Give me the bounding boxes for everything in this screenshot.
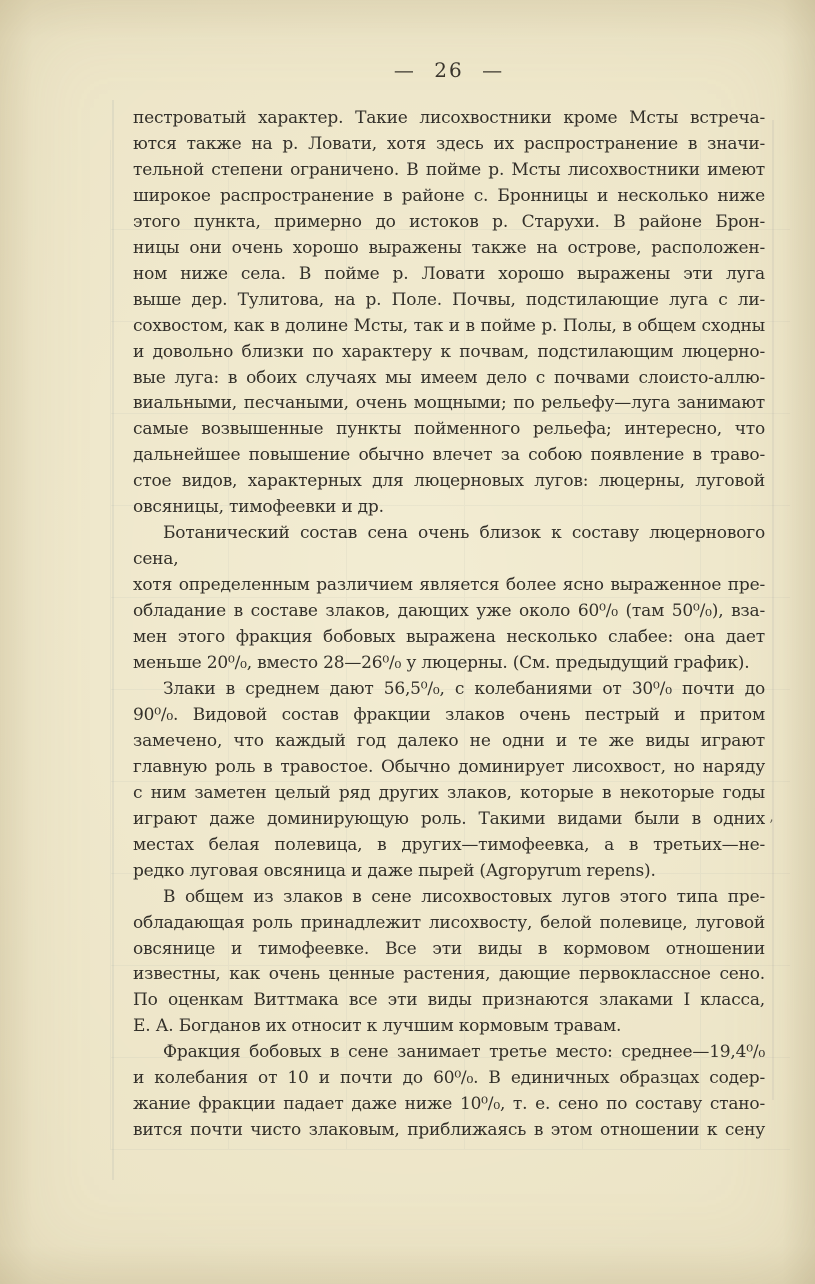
paragraph xyxy=(133,106,765,521)
text-line: обладающая роль принадлежит лисохвосту, белой полевице, луговой xyxy=(133,912,765,933)
text-line: известны, как очень ценные растения, дающие первоклассное сено. xyxy=(133,964,765,985)
text-line: дальнейшее повышение обычно влечет за собою появление в траво- xyxy=(133,445,765,466)
text-line: меньше 20⁰/₀, вместо 28—26⁰/₀ у люцерны. (См. предыдущий график). xyxy=(133,653,750,674)
text-line: 90⁰/₀. Видовой состав фракции злаков очень пестрый и притом xyxy=(133,704,765,725)
text-line: ются также на р. Ловати, хотя здесь их распространение в значи- xyxy=(133,133,765,154)
text-line: местах белая полевица, в других—тимофеевка, а в третьих—не- xyxy=(133,834,765,855)
text-line: По оценкам Виттмака все эти виды признаются злаками I класса, xyxy=(133,990,765,1011)
text-line: мен этого фракция бобовых выражена несколько слабее: она дает xyxy=(133,627,765,648)
text-line: В общем из злаков в сене лисохвостовых лугов этого типа пре- xyxy=(163,886,765,907)
text-line: выше дер. Тулитова, на р. Поле. Почвы, подстилающие луга с ли- xyxy=(133,289,765,310)
paragraph xyxy=(133,677,765,885)
paragraph xyxy=(133,521,765,677)
text-line: овсяницы, тимофеевки и др. xyxy=(133,497,384,518)
text-line: ницы они очень хорошо выражены также на острове, расположен- xyxy=(133,237,765,258)
text-line: широкое распространение в районе с. Бронницы и несколько ниже xyxy=(133,185,765,206)
showthrough-rule-right xyxy=(772,120,774,1100)
text-line: тельной степени ограничено. В пойме р. Мсты лисохвостники имеют xyxy=(133,159,765,180)
text-line: Фракция бобовых в сене занимает третье место: среднее—19,4⁰/₀ xyxy=(163,1042,765,1063)
text-line: жание фракции падает даже ниже 10⁰/₀, т. е. сено по составу стано- xyxy=(133,1094,765,1115)
text-line: самые возвышенные пункты пойменного рельефа; интересно, что xyxy=(133,419,765,440)
text-line: хотя определенным различием является более ясно выраженное пре- xyxy=(133,575,765,596)
text-line: пестроватый характер. Такие лисохвостники кроме Мсты встреча- xyxy=(133,108,765,128)
text-line: замечено, что каждый год далеко не одни и те же виды играют xyxy=(133,730,765,751)
text-line: с ним заметен целый ряд других злаков, которые в некоторые годы xyxy=(133,782,765,803)
text-line: вится почти чисто злаковым, приближаясь в этом отношении к сену xyxy=(133,1120,765,1141)
text-line: стое видов, характерных для люцерновых лугов: люцерны, луговой xyxy=(133,471,765,492)
text-line: Е. А. Богданов их относит к лучшим кормовым травам. xyxy=(133,1016,622,1037)
text-line: главную роль в травостое. Обычно доминирует лисохвост, но наряду xyxy=(133,756,765,777)
text-line: редко луговая овсяница и даже пырей (Agropyrum repens). xyxy=(133,860,656,881)
stray-ink-mark: ’ xyxy=(769,818,774,834)
text-line: этого пункта, примерно до истоков р. Старухи. В районе Брон- xyxy=(133,211,765,232)
text-line: обладание в составе злаков, дающих уже около 60⁰/₀ (там 50⁰/₀), вза- xyxy=(133,601,765,622)
text-line: сохвостом, как в долине Мсты, так и в пойме р. Полы, в общем сходны xyxy=(133,315,765,336)
text-line: Ботанический состав сена очень близок к составу люцернового сена, xyxy=(133,523,765,570)
paragraph xyxy=(133,885,765,1041)
page-number-header: — 26 — xyxy=(393,58,505,82)
text-line: овсянице и тимофеевке. Все эти виды в кормовом отношении xyxy=(133,938,765,959)
text-line: и колебания от 10 и почти до 60⁰/₀. В единичных образцах содер- xyxy=(133,1068,765,1089)
text-line: Злаки в среднем дают 56,5⁰/₀, с колебаниями от 30⁰/₀ почти до xyxy=(163,678,765,699)
text-line: вые луга: в обоих случаях мы имеем дело с почвами слоисто-аллю- xyxy=(133,367,765,388)
showthrough-rule-left xyxy=(112,100,114,1180)
text-line: и довольно близки по характеру к почвам, подстилающим люцерно- xyxy=(133,341,765,362)
text-line: виальными, песчаными, очень мощными; по рельефу—луга занимают xyxy=(133,393,765,414)
text-line: ном ниже села. В пойме р. Ловати хорошо выражены эти луга xyxy=(133,263,765,284)
text-line: играют даже доминирующую роль. Такими видами были в одних xyxy=(133,808,765,829)
text-block xyxy=(133,106,765,1144)
paragraph xyxy=(133,1040,765,1144)
